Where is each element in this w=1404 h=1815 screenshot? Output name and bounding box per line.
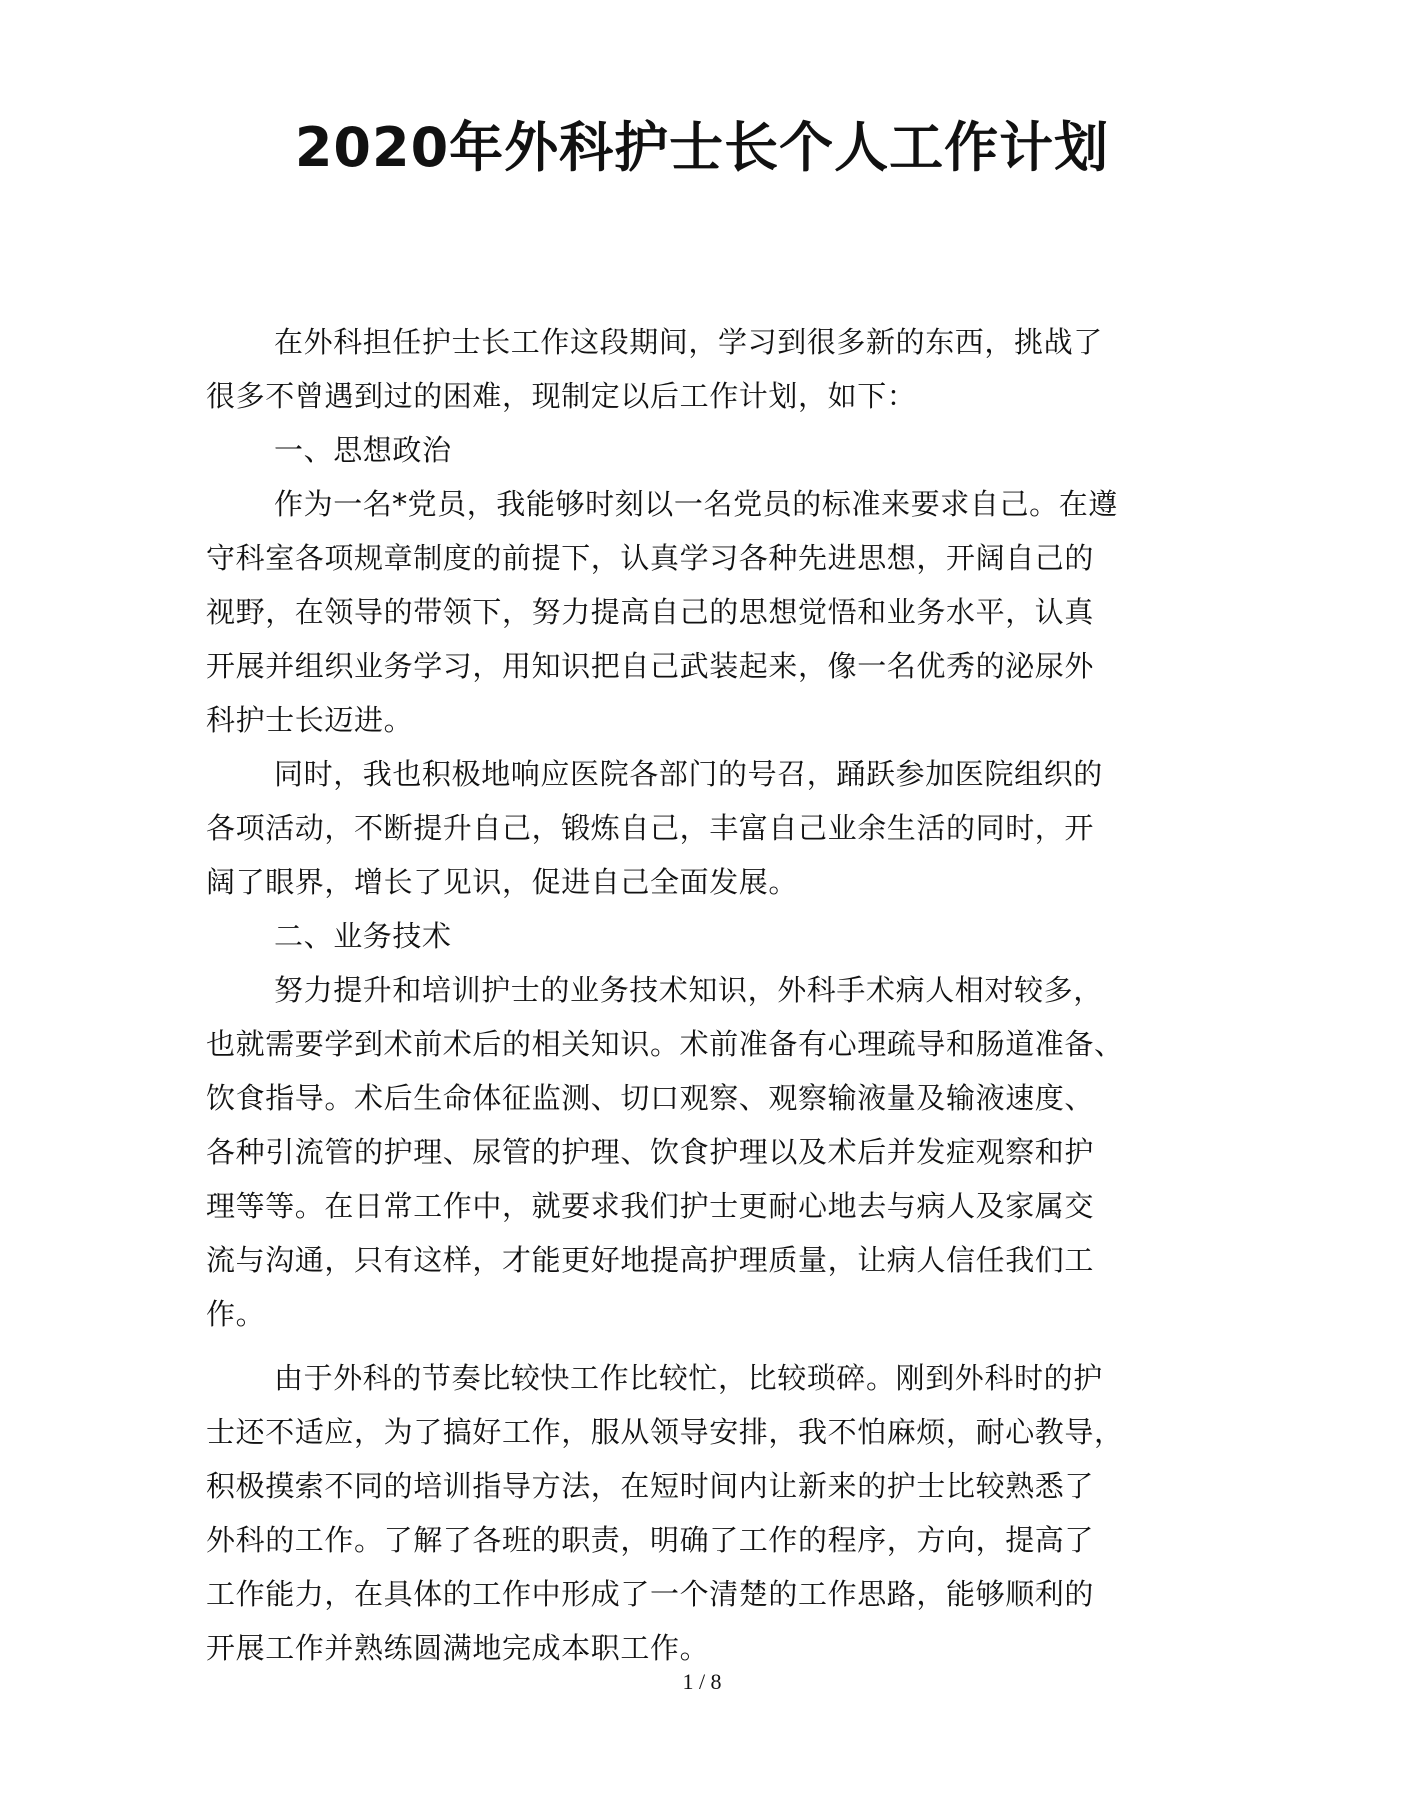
paragraph-line: 工作能力，在具体的工作中形成了一个清楚的工作思路，能够顺利的 [206,1577,1095,1611]
document-body [206,315,1196,1675]
paragraph-line: 外科的工作。了解了各班的职责，明确了工作的程序，方向，提高了 [206,1523,1095,1557]
paragraph-line: 阔了眼界，增长了见识，促进自己全面发展。 [206,865,799,899]
paragraph-line: 视野，在领导的带领下，努力提高自己的思想觉悟和业务水平，认真 [206,595,1095,629]
paragraph-line: 饮食指导。术后生命体征监测、切口观察、观察输液量及输液速度、 [206,1081,1095,1115]
page-number: 1 / 8 [682,1669,722,1694]
paragraph-line: 同时，我也积极地响应医院各部门的号召，踊跃参加医院组织的 [274,757,1103,791]
paragraph-line: 积极摸索不同的培训指导方法，在短时间内让新来的护士比较熟悉了 [206,1469,1095,1503]
paragraph-line: 理等等。在日常工作中，就要求我们护士更耐心地去与病人及家属交 [206,1189,1095,1223]
paragraph-line: 努力提升和培训护士的业务技术知识，外科手术病人相对较多， [274,973,1103,1007]
paragraph-line: 开展工作并熟练圆满地完成本职工作。 [206,1631,710,1665]
paragraph-line: 士还不适应，为了搞好工作，服从领导安排，我不怕麻烦，耐心教导， [206,1415,1124,1449]
paragraph-line: 很多不曾遇到过的困难，现制定以后工作计划，如下： [206,379,917,413]
section-heading: 二、业务技术 [274,919,452,953]
paragraph-line: 由于外科的节奏比较快工作比较忙，比较琐碎。刚到外科时的护 [274,1361,1103,1395]
paragraph-line: 科护士长迈进。 [206,703,414,737]
paragraph-line: 作。 [206,1297,266,1331]
paragraph-line: 守科室各项规章制度的前提下，认真学习各种先进思想，开阔自己的 [206,541,1095,575]
paragraph-line: 开展并组织业务学习，用知识把自己武装起来，像一名优秀的泌尿外 [206,649,1095,683]
paragraph-line: 各项活动，不断提升自己，锻炼自己，丰富自己业余生活的同时，开 [206,811,1095,845]
paragraph-line: 流与沟通，只有这样，才能更好地提高护理质量，让病人信任我们工 [206,1243,1095,1277]
paragraph-line: 各种引流管的护理、尿管的护理、饮食护理以及术后并发症观察和护 [206,1135,1095,1169]
paragraph-gap [206,1341,1196,1351]
paragraph-line: 作为一名*党员，我能够时刻以一名党员的标准来要求自己。在遵 [274,487,1118,521]
document-title: 2020年外科护士长个人工作计划 [294,116,1110,179]
paragraph-line: 在外科担任护士长工作这段期间，学习到很多新的东西，挑战了 [274,325,1103,359]
paragraph-line: 也就需要学到术前术后的相关知识。术前准备有心理疏导和肠道准备、 [206,1027,1124,1061]
section-heading: 一、思想政治 [274,433,452,467]
